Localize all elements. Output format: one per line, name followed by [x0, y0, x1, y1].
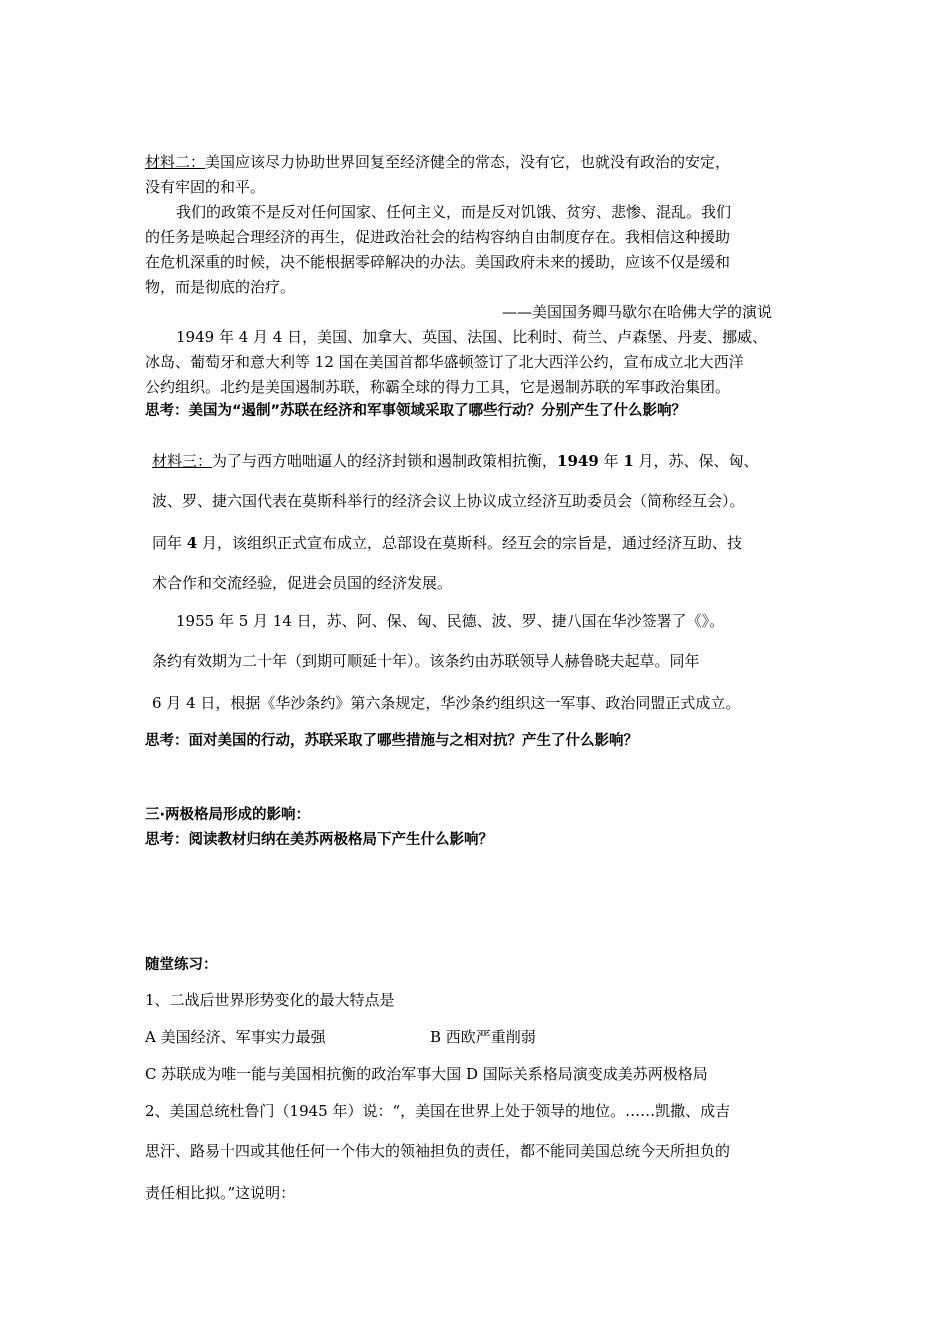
practice-q1-option-a: A 美国经济、军事实力最强	[145, 1028, 326, 1046]
material3-line3-month: 4	[186, 534, 198, 552]
material3-line3-a: 同年	[152, 534, 187, 552]
material2-label: 材料二：	[145, 153, 206, 171]
practice-q2-line2: 思汗、路易十四或其他任何一个伟大的领袖担负的责任，都不能同美国总统今天所担负的	[145, 1142, 731, 1160]
material3-line4: 术合作和交流经验，促进会员国的经济发展。	[152, 574, 453, 592]
material2-line1-text: 美国应该尽力协助世界回复至经济健全的常态，没有它，也就没有政治的安定，	[205, 153, 731, 171]
material2-para3-line3: 公约组织。北约是美国遏制苏联，称霸全球的得力工具，它是遏制苏联的军事政治集团。	[145, 378, 731, 396]
material2-para3-line2: 冰岛、葡萄牙和意大利等 12 国在美国首都华盛顿签订了北大西洋公约，宣布成立北大西洋	[145, 353, 744, 371]
material3-para2-line2: 条约有效期为二十年（到期可顺延十年）。该条约由苏联领导人赫鲁晓夫起草。同年	[152, 652, 700, 670]
section3-question: 思考：阅读教材归纳在美苏两极格局下产生什么影响？	[145, 832, 493, 848]
material3-line1-a: 为了与西方咄咄逼人的经济封锁和遏制政策相抗衡，	[212, 452, 558, 470]
material3-year: 1949	[557, 452, 599, 470]
material2-para2-line1: 我们的政策不是反对任何国家、任何主义，而是反对饥饿、贫穷、悲惨、混乱。我们	[176, 203, 732, 221]
practice-heading: 随堂练习：	[145, 957, 218, 973]
material2-para2-line2: 的任务是唤起合理经济的再生，促进政治社会的结构容纳自由制度存在。我相信这种援助	[145, 228, 731, 246]
material3-line3	[152, 533, 742, 553]
material3-month: 1	[623, 452, 634, 470]
material2-para2-line3: 在危机深重的时候，决不能根据零碎解决的办法。美国政府未来的援助，应该不仅是缓和	[145, 253, 731, 271]
material2-line2: 没有牢固的和平。	[145, 178, 266, 196]
material3-line1-b: 年	[598, 452, 624, 470]
material2-line1	[145, 152, 730, 172]
material3-label: 材料三：	[152, 452, 213, 470]
material3-para2-line1: 1955 年 5 月 14 日，苏、阿、保、匈、民德、波、罗、捷八国在华沙签署了《》。	[176, 612, 725, 630]
material3-question: 思考：面对美国的行动，苏联采取了哪些措施与之相对抗？产生了什么影响？	[145, 733, 638, 749]
material2-para3-line1: 1949 年 4 月 4 日，美国、加拿大、英国、法国、比利时、荷兰、卢森堡、丹麦、挪威、	[176, 328, 768, 346]
practice-q1: 1、二战后世界形势变化的最大特点是	[145, 991, 395, 1009]
material3-line1	[152, 451, 759, 471]
practice-q1-option-b: B 西欧严重削弱	[430, 1028, 536, 1046]
material3-line1-c: 月，苏、保、匈、	[633, 452, 759, 470]
material2-question: 思考：美国为“遏制”苏联在经济和军事领域采取了哪些行动？分别产生了什么影响？	[145, 403, 687, 419]
practice-q1-option-cd: C 苏联成为唯一能与美国相抗衡的政治军事大国 D 国际关系格局演变成美苏两极格局	[145, 1065, 708, 1083]
material3-line3-b: 月，该组织正式宣布成立，总部设在莫斯科。经互会的宗旨是，通过经济互助、技	[197, 534, 742, 552]
section3-heading: 三·两极格局形成的影响：	[145, 807, 311, 823]
practice-q2-line3: 责任相比拟。”这说明：	[145, 1184, 296, 1202]
practice-q2-line1: 2、美国总统杜鲁门（1945 年）说：“，美国在世界上处于领导的地位。……凯撒、成吉	[145, 1102, 731, 1120]
material3-line2: 波、罗、捷六国代表在莫斯科举行的经济会议上协议成立经济互助委员会（简称经互会）。	[152, 492, 745, 510]
material3-para2-line3: 6 月 4 日，根据《华沙条约》第六条规定，华沙条约组织这一军事、政治同盟正式成立。	[152, 694, 741, 712]
material2-source: ——美国国务卿马歇尔在哈佛大学的演说	[502, 303, 773, 321]
material2-para2-line4: 物，而是彻底的治疗。	[145, 278, 296, 296]
